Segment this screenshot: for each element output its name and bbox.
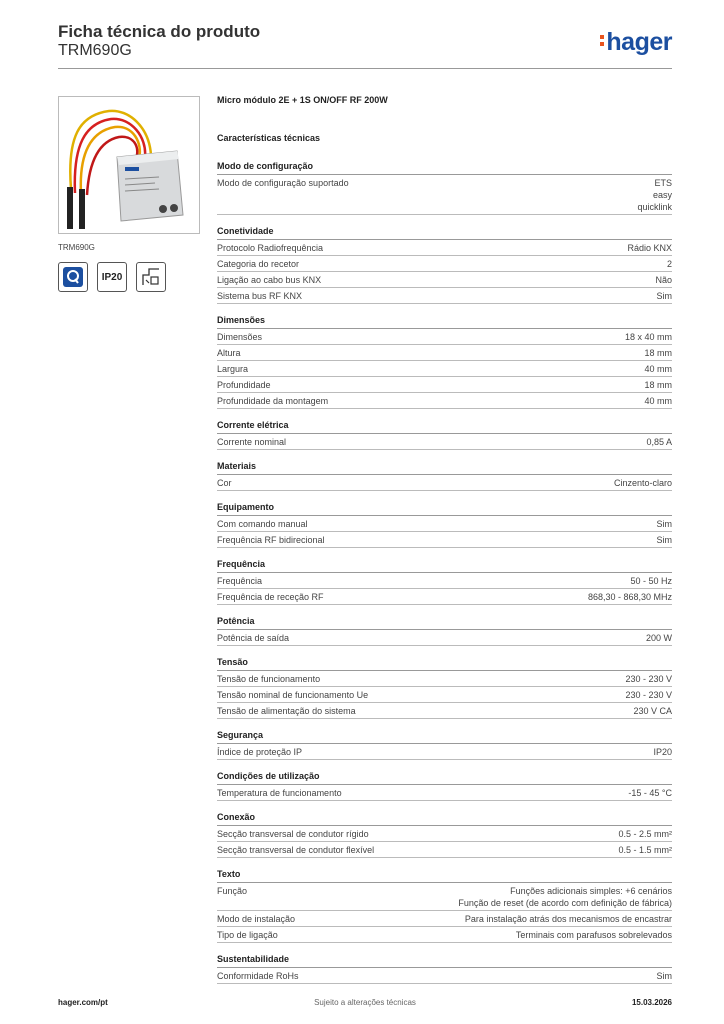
spec-label: Modo de instalação [217, 914, 296, 924]
spec-row [217, 175, 672, 215]
spec-label: Sistema bus RF KNX [217, 291, 303, 301]
spec-section [217, 729, 672, 760]
spec-label: Função [217, 886, 248, 896]
spec-value: Não [655, 275, 672, 285]
spec-row [217, 703, 672, 719]
spec-label: Categoria do recetor [217, 259, 300, 269]
spec-value: -15 - 45 °C [628, 788, 672, 798]
spec-value: 230 V CA [633, 706, 672, 716]
spec-value: 18 mm [644, 348, 672, 358]
installation-badge [136, 262, 166, 292]
spec-value: 40 mm [644, 364, 672, 374]
spec-row [217, 272, 672, 288]
spec-section [217, 314, 672, 409]
page-header [58, 22, 672, 60]
spec-label: Secção transversal de condutor flexível [217, 845, 375, 855]
footer-date: 15.03.2026 [631, 998, 672, 1007]
spec-sections [217, 160, 672, 984]
spec-label: Tensão nominal de funcionamento Ue [217, 690, 369, 700]
spec-section [217, 770, 672, 801]
section-heading: Texto [217, 868, 672, 883]
spec-value: 230 - 230 V [625, 674, 672, 684]
section-heading: Sustentabilidade [217, 953, 672, 968]
spec-label: Tipo de ligação [217, 930, 278, 940]
spec-row [217, 516, 672, 532]
spec-row [217, 361, 672, 377]
spec-value: IP20 [653, 747, 672, 757]
spec-value: Funções adicionais simples: +6 cenários Função de reset (de acordo com definição de fábrica) [458, 886, 672, 908]
spec-value: 0.5 - 1.5 mm² [618, 845, 672, 855]
specifications [217, 94, 672, 984]
spec-row [217, 883, 672, 911]
spec-value: 2 [666, 259, 672, 269]
spec-row [217, 345, 672, 361]
spec-label: Frequência [217, 576, 263, 586]
spec-row [217, 573, 672, 589]
spec-row [217, 968, 672, 984]
spec-label: Ligação ao cabo bus KNX [217, 275, 322, 285]
spec-row [217, 434, 672, 450]
certification-badges [58, 262, 166, 292]
spec-label: Dimensões [217, 332, 263, 342]
section-heading: Corrente elétrica [217, 419, 672, 434]
spec-value: Terminais com parafusos sobrelevados [515, 930, 672, 940]
spec-value: 18 x 40 mm [624, 332, 672, 342]
spec-row [217, 671, 672, 687]
section-heading: Conetividade [217, 225, 672, 240]
quicklink-badge [58, 262, 88, 292]
section-heading: Frequência [217, 558, 672, 573]
ip20-badge: IP20 [97, 262, 127, 292]
header-divider [58, 68, 672, 69]
spec-value: ETS easy quicklink [637, 178, 672, 212]
spec-value: Rádio KNX [627, 243, 672, 253]
spec-value: Cinzento-claro [613, 478, 672, 488]
section-heading: Segurança [217, 729, 672, 744]
spec-label: Largura [217, 364, 249, 374]
spec-label: Com comando manual [217, 519, 308, 529]
spec-row [217, 826, 672, 842]
spec-label: Índice de proteção IP [217, 747, 303, 757]
footer-website[interactable]: hager.com/pt [58, 998, 108, 1007]
spec-row [217, 927, 672, 943]
spec-value: 50 - 50 Hz [630, 576, 672, 586]
section-heading: Materiais [217, 460, 672, 475]
spec-label: Altura [217, 348, 241, 358]
spec-value: 230 - 230 V [625, 690, 672, 700]
product-name: Micro módulo 2E + 1S ON/OFF RF 200W [217, 95, 388, 105]
spec-section [217, 811, 672, 858]
section-heading: Potência [217, 615, 672, 630]
section-heading: Dimensões [217, 314, 672, 329]
spec-value: 868,30 - 868,30 MHz [587, 592, 672, 602]
spec-value: 200 W [645, 633, 672, 643]
technical-characteristics-heading: Características técnicas [217, 133, 321, 143]
spec-value: Sim [656, 519, 672, 529]
spec-label: Frequência RF bidirecional [217, 535, 325, 545]
spec-row [217, 630, 672, 646]
spec-row [217, 687, 672, 703]
product-reference: TRM690G [58, 42, 132, 59]
product-photo [58, 96, 200, 234]
spec-value: 0.5 - 2.5 mm² [618, 829, 672, 839]
spec-label: Profundidade [217, 380, 271, 390]
spec-label: Protocolo Radiofrequência [217, 243, 324, 253]
section-heading: Equipamento [217, 501, 672, 516]
spec-section [217, 460, 672, 491]
spec-row [217, 288, 672, 304]
spec-section [217, 419, 672, 450]
spec-value: Sim [656, 971, 672, 981]
spec-value: Sim [656, 535, 672, 545]
hager-logo: hager [600, 28, 672, 57]
micro-module-image [59, 97, 199, 233]
photo-caption: TRM690G [58, 243, 95, 252]
page-title: Ficha técnica do produto [58, 22, 261, 41]
spec-row [217, 377, 672, 393]
section-heading: Condições de utilização [217, 770, 672, 785]
spec-label: Potência de saída [217, 633, 290, 643]
spec-section [217, 953, 672, 984]
footer-notice: Sujeito a alterações técnicas [314, 998, 416, 1007]
spec-row [217, 532, 672, 548]
spec-section [217, 225, 672, 304]
section-heading: Tensão [217, 656, 672, 671]
spec-label: Secção transversal de condutor rígido [217, 829, 369, 839]
section-heading: Modo de configuração [217, 160, 672, 175]
spec-section [217, 656, 672, 719]
spec-section [217, 501, 672, 548]
spec-label: Profundidade da montagem [217, 396, 329, 406]
logo-dots-icon [600, 35, 605, 49]
spec-row [217, 240, 672, 256]
spec-section [217, 868, 672, 943]
spec-label: Frequência de receção RF [217, 592, 324, 602]
spec-row [217, 256, 672, 272]
spec-value: 40 mm [644, 396, 672, 406]
spec-row [217, 393, 672, 409]
spec-row [217, 744, 672, 760]
spec-value: Para instalação atrás dos mecanismos de encastrar [464, 914, 672, 924]
spec-value: 18 mm [644, 380, 672, 390]
spec-label: Cor [217, 478, 232, 488]
spec-section [217, 558, 672, 605]
section-heading: Conexão [217, 811, 672, 826]
spec-row [217, 842, 672, 858]
spec-row [217, 589, 672, 605]
spec-row [217, 475, 672, 491]
spec-value: Sim [656, 291, 672, 301]
spec-value: 0,85 A [646, 437, 672, 447]
spec-label: Temperatura de funcionamento [217, 788, 342, 798]
quicklink-icon [62, 266, 84, 288]
spec-label: Corrente nominal [217, 437, 287, 447]
spec-row [217, 911, 672, 927]
installation-icon [140, 266, 162, 288]
spec-label: Conformidade RoHs [217, 971, 299, 981]
spec-row [217, 785, 672, 801]
spec-label: Tensão de alimentação do sistema [217, 706, 356, 716]
spec-section [217, 160, 672, 215]
spec-label: Modo de configuração suportado [217, 178, 349, 188]
spec-label: Tensão de funcionamento [217, 674, 321, 684]
spec-row [217, 329, 672, 345]
spec-section [217, 615, 672, 646]
